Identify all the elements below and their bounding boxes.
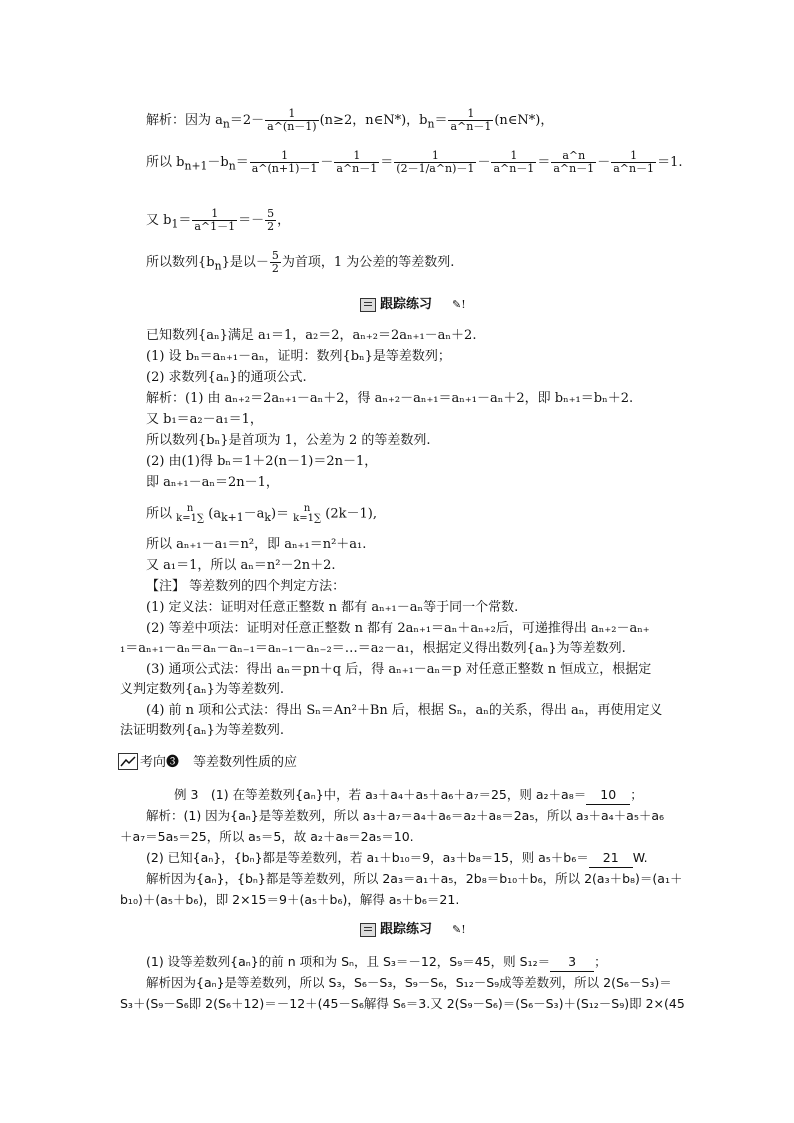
example-line [174, 786, 643, 805]
text: ＝ [235, 155, 249, 170]
fraction: $\frac{1}{a\^{}(n-1)}$ [267, 107, 317, 133]
practice-text: 所以数列{bₙ}是首项为 1，公差为 2 的等差数列. [146, 433, 431, 448]
solution-text: 所以 aₙ₊₁－a₁＝n²，即 aₙ₊₁＝n²＋a₁. [146, 537, 367, 552]
solution-line-4: 所以数列$\{b_n\}$是以－ $\frac{5}{2}$ 为首项，1 为公差的等差数列. [146, 249, 455, 275]
practice-text: S₃＋(S₉－S₆即 2(S₆＋12)＝－12＋(45－S₆解得 S₆＝3.又 2(S₉－S₆)＝(S₆－S₃)＋(S₁₂－S₉)即 2×(45 [120, 996, 685, 1011]
summation-line: 所以 n k=1∑ $(a_{k+1}-a_k)=$ n k=1∑ (2k－1), [146, 503, 377, 525]
text: － [477, 155, 491, 170]
sigma: n k=1∑ [176, 503, 205, 524]
sigma: n k=1∑ [293, 503, 322, 524]
note-heading: 【注】 等差数列的四个判定方法： [146, 579, 346, 594]
practice-text: 即 aₙ₊₁－aₙ＝2n－1， [146, 475, 279, 490]
solution-line-3: 又 $b_1=$ $\frac{1}{a\^{}1-1}$ ＝－ $\frac{5}{2}$ ， [146, 207, 291, 233]
text: (1) 设等差数列{aₙ}的前 n 项和为 Sₙ，且 S₃＝－12，S₉＝45，则 S₁₂＝ [146, 954, 551, 969]
text: 解析：因为 a [146, 113, 223, 128]
practice-header-label: 跟踪练习 [380, 922, 433, 937]
text: 所以 b [146, 155, 185, 170]
practice-line [146, 953, 607, 972]
fraction: $\frac{5}{2}$ [267, 207, 275, 233]
practice-header [360, 921, 470, 939]
text: 为首项，1 为公差的等差数列. [281, 255, 455, 270]
text: ＝2－ [229, 113, 265, 128]
section-heading [140, 754, 297, 772]
answer-blank: 3 [550, 953, 594, 972]
text: －b [207, 155, 229, 170]
note-text: 义判定数列{aₙ}为等差数列. [120, 682, 285, 697]
text: (2) 已知{aₙ}，{bₙ}都是等差数列，若 a₁＋b₁₀＝9，a₃＋b₈＝15，则 a₅＋b₆＝ [146, 850, 589, 865]
note-text: 法证明数列{aₙ}为等差数列. [120, 723, 285, 738]
practice-header-label: 跟踪练习 [380, 297, 433, 312]
solution-line-2: 所以 $b_{n+1}-b_n=$ $\frac{1}{a\^{}(n+1)-1}$ － $\frac{1}{a\^{}n-1}$ ＝ $\frac{1}{(2-1/a\^{}n)-1}$ － $\frac{1}{a\^{}n-1}$ ＝ $\frac{a\^{}n}{a\^{}n-1}$ － $\frac{1}{a\^{}n-1}$ ＝1. [146, 149, 683, 175]
practice-text: (2) 求数列{aₙ}的通项公式. [146, 370, 307, 385]
solution-line-1: 解析：因为 $a_n=2-$ $\frac{1}{a\^{}(n-1)}$ (n≥2，n∈N*)，$b_n=$ $\frac{1}{a\^{}n-1}$ (n∈N*)， [146, 107, 554, 133]
text: ＝ [434, 113, 448, 128]
text: －a [243, 506, 265, 522]
solution-text: 又 a₁＝1，所以 aₙ＝n²－2n＋2. [146, 558, 336, 573]
text: W. [632, 850, 648, 865]
text: 所以 [146, 506, 173, 522]
fraction: $\frac{1}{(2-1/a\^{}n)-1}$ [396, 149, 475, 175]
practice-text: 解析：(1) 由 aₙ₊₂＝2aₙ₊₁－aₙ＋2，得 aₙ₊₂－aₙ₊₁＝aₙ₊₁－aₙ＋2，即 bₙ₊₁＝bₙ＋2. [146, 391, 634, 406]
trend-chart-icon [118, 753, 138, 770]
text: ＝ [380, 155, 394, 170]
text: ＝－ [238, 213, 265, 228]
text: (2k－1), [325, 506, 377, 522]
text: (a [208, 506, 222, 522]
fraction: $\frac{1}{a\^{}n-1}$ [613, 149, 655, 175]
text: － [597, 155, 611, 170]
practice-text: 又 b₁＝a₂－a₁＝1， [146, 412, 263, 427]
answer-blank: 21 [589, 849, 633, 868]
text: (n≥2，n∈N*)，b [319, 113, 428, 128]
text: ＝ [178, 213, 192, 228]
text: 例 3 (1) 在等差数列{aₙ}中，若 a₃＋a₄＋a₅＋a₆＋a₇＝25，则 a₂＋a₈＝ [174, 787, 587, 802]
fraction: $\frac{5}{2}$ [271, 249, 279, 275]
text: ＝1. [657, 155, 683, 170]
text: ， [277, 213, 291, 228]
example-text: 解析：(1) 因为{aₙ}是等差数列，所以 a₃＋a₇＝a₄＋a₆＝a₂＋a₈＝2a₅，所以 a₃＋a₄＋a₅＋a₆ [146, 808, 665, 823]
text: ＝ [537, 155, 551, 170]
section-title: 等差数列性质的应 [193, 755, 298, 770]
example-text: 解析因为{aₙ}，{bₙ}都是等差数列，所以 2a₃＝a₁＋a₅，2b₈＝b₁₀＋b₆，所以 2(a₃＋b₈)＝(a₁＋ [146, 871, 683, 886]
fraction: $\frac{1}{a\^{}n-1}$ [493, 149, 535, 175]
practice-text: (2) 由(1)得 bₙ＝1＋2(n－1)＝2n－1， [146, 454, 378, 469]
practice-header [360, 296, 470, 314]
text: )＝ [270, 506, 290, 522]
fraction: $\frac{a\^{}n}{a\^{}n-1}$ [553, 149, 595, 175]
note-text: ₁＝aₙ₊₁－aₙ＝aₙ－aₙ₋₁＝aₙ₋₁－aₙ₋₂＝…＝a₂－a₁，根据定义得出数列{aₙ}为等差数列. [120, 641, 626, 656]
section-label: 考向❸ [140, 755, 180, 770]
text: － [320, 155, 334, 170]
pen-icon: ✎! [452, 298, 466, 311]
text: ； [594, 954, 607, 969]
note-text: (2) 等差中项法：证明对任意正整数 n 都有 2aₙ₊₁＝aₙ＋aₙ₊₂后，可递推得出 aₙ₊₂－aₙ₊ [146, 621, 650, 636]
fraction: $\frac{1}{a\^{}n-1}$ [336, 149, 378, 175]
notebook-icon [360, 298, 376, 312]
note-text: (1) 定义法：证明对任意正整数 n 都有 aₙ₊₁－aₙ等于同一个常数. [146, 600, 519, 615]
text: (n∈N*)， [494, 113, 554, 128]
text: }是以－ [221, 255, 269, 270]
note-text: (3) 通项公式法：得出 aₙ＝pn＋q 后，得 aₙ₊₁－aₙ＝p 对任意正整数 n 恒成立，根据定 [146, 662, 652, 677]
text: 所以数列{b [146, 255, 215, 270]
example-line [146, 849, 648, 868]
text: ； [630, 787, 643, 802]
practice-text: (1) 设 bₙ＝aₙ₊₁－aₙ，证明：数列{bₙ}是等差数列； [146, 349, 451, 364]
practice-text: 已知数列{aₙ}满足 a₁＝1，a₂＝2，aₙ₊₂＝2aₙ₊₁－aₙ＋2. [146, 328, 477, 343]
text: 又 b [146, 213, 172, 228]
example-text: ＋a₇＝5a₅＝25，所以 a₅＝5，故 a₂＋a₈＝2a₅＝10. [120, 829, 414, 844]
practice-text: 解析因为{aₙ}是等差数列，所以 S₃，S₆－S₃，S₉－S₆，S₁₂－S₉成等差数列，所以 2(S₆－S₃)＝ [146, 975, 672, 990]
fraction: $\frac{1}{a\^{}1-1}$ [194, 207, 236, 233]
fraction: $\frac{1}{a\^{}(n+1)-1}$ [251, 149, 318, 175]
notebook-icon [360, 923, 376, 937]
note-text: (4) 前 n 项和公式法：得出 Sₙ＝An²＋Bn 后，根据 Sₙ，aₙ的关系，得出 aₙ，再使用定义 [146, 703, 663, 718]
example-text: b₁₀)＋(a₅＋b₆)，即 2×15＝9＋(a₅＋b₆)，解得 a₅＋b₆＝21. [120, 892, 460, 907]
answer-blank: 10 [586, 786, 630, 805]
fraction: $\frac{1}{a\^{}n-1}$ [450, 107, 492, 133]
pen-icon: ✎! [452, 923, 466, 936]
